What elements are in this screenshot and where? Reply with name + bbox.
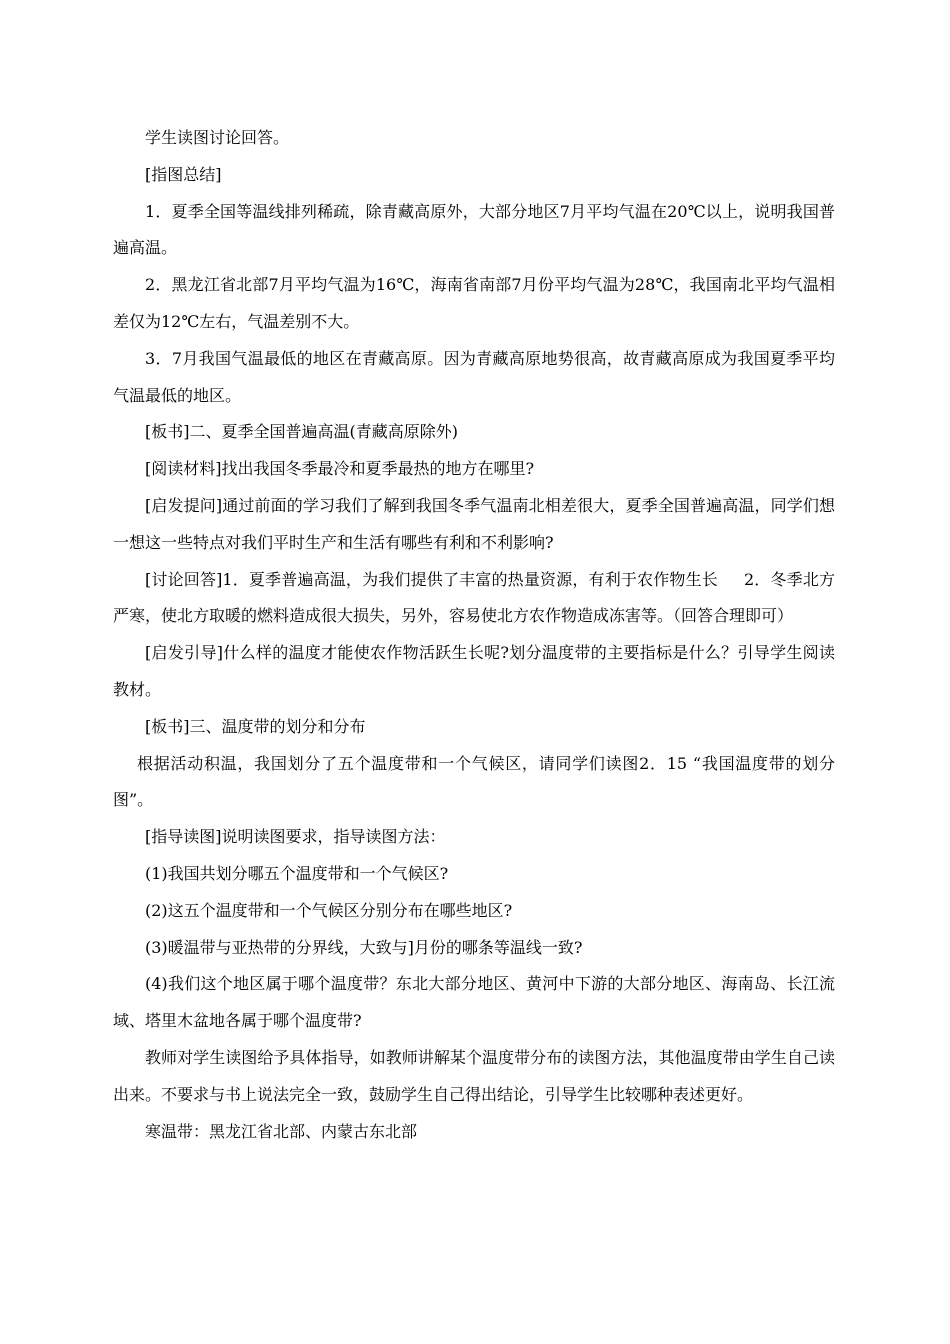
paragraph-reading-guidance: [指导读图]说明读图要求，指导读图方法： [145,827,446,847]
paragraph-summary-point-1: 1．夏季全国等温线排列稀疏，除青藏高原外，大部分地区7月平均气温在20℃以上，说明我国普遍高温。 [113,201,835,258]
paragraph-question-1: (1)我国共划分哪五个温度带和一个气候区? [145,863,449,883]
paragraph-inspiring-question: [启发提问]通过前面的学习我们了解到我国冬季气温南北相差很大，夏季全国普遍高温，同学们想一想这一些特点对我们平时生产和生活有哪些有利和不利影响? [113,495,835,552]
paragraph-temperature-zones-intro: 根据活动积温，我国划分了五个温度带和一个气候区，请同学们读图2．15 “我国温度带的划分图”。 [113,753,835,810]
paragraph-teacher-guidance: 教师对学生读图给予具体指导，如教师讲解某个温度带分布的读图方法，其他温度带由学生自己读出来。不要求与书上说法完全一致，鼓励学生自己得出结论，引导学生比较哪种表述更好。 [113,1047,835,1104]
paragraph-summary-point-3: 3．7月我国气温最低的地区在青藏高原。因为青藏高原地势很高，故青藏高原成为我国夏季平均气温最低的地区。 [113,348,835,405]
paragraph-question-4: (4)我们这个地区属于哪个温度带？东北大部分地区、黄河中下游的大部分地区、海南岛、长江流域、塔里木盆地各属于哪个温度带? [113,974,835,1031]
paragraph-question-2: (2)这五个温度带和一个气候区分别分布在哪些地区? [145,900,513,920]
paragraph-question-3: (3)暖温带与亚热带的分界线，大致与]月份的哪条等温线一致? [145,937,583,957]
paragraph-student-answer: 学生读图讨论回答。 [145,128,290,147]
document-body [113,120,835,1150]
paragraph-board-note-3: [板书]三、温度带的划分和分布 [145,716,366,736]
paragraph-summary-point-2: 2．黑龙江省北部7月平均气温为16℃，海南省南部7月份平均气温为28℃，我国南北平均气温相差仅为12℃左右，气温差别不大。 [113,275,835,331]
paragraph-board-note-2: [板书]二、夏季全国普遍高温(青藏高原除外) [145,422,458,442]
paragraph-discussion-answer [113,562,835,636]
paragraph-reading-material: [阅读材料]找出我国冬季最冷和夏季最热的地方在哪里? [145,459,535,479]
paragraph-inspiring-guidance: [启发引导]什么样的温度才能使农作物活跃生长呢?划分温度带的主要指标是什么？引导学生阅读教材。 [113,643,835,699]
discussion-answer-part-1: [讨论回答]1．夏季普遍高温，为我们提供了丰富的热量资源，有利于农作物生长 [145,569,718,589]
paragraph-cold-temperate-zone: 寒温带：黑龙江省北部、内蒙古东北部 [145,1121,418,1141]
paragraph-summary-heading: [指图总结] [145,164,222,184]
discussion-answer-part-2: 2．冬季北方严寒，使北方取暖的燃料造成很大损失，另外，容易使北方农作物造成冻害等。（回答合理即可） [113,569,835,626]
